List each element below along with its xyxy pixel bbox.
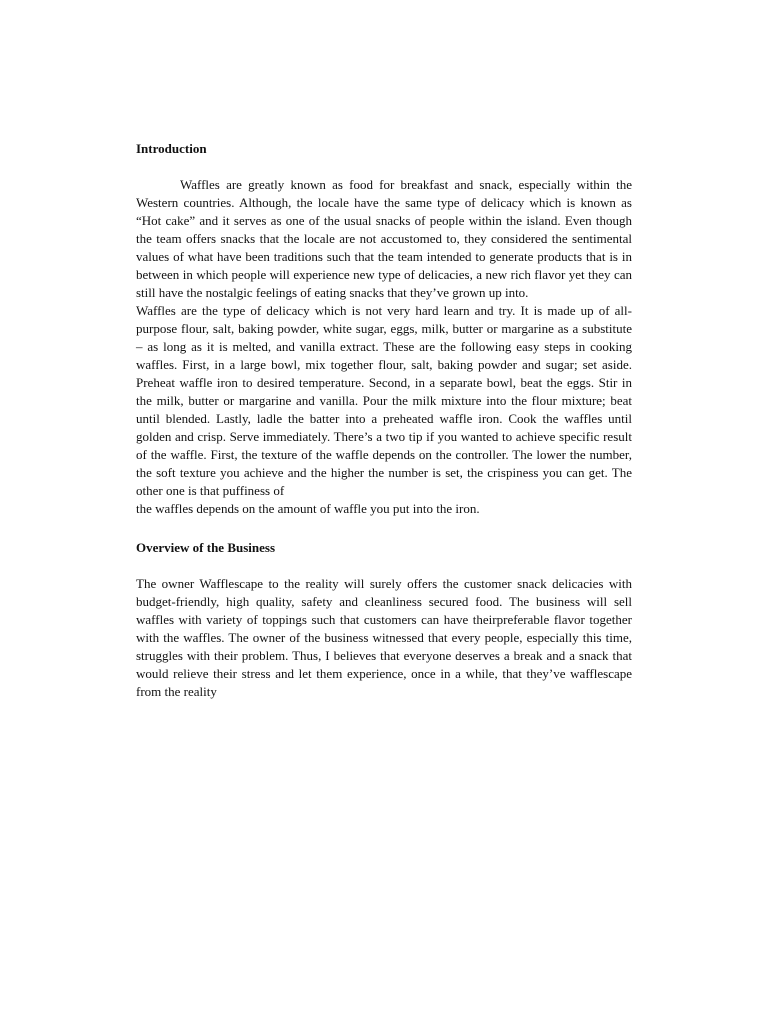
section-heading-introduction: Introduction <box>136 141 207 156</box>
overview-paragraph-1: The owner Wafflescape to the reality will surely offers the customer snack delicacies with budget-friendly, high quality, safety and cleanliness secured food. The business will sell waffles with variety of toppings such that customers can have theirpreferable flavor together with the waffles. The owner of the business witnessed that every people, especially this time, struggles with their problem. Thus, I believes that everyone deserves a break and a snack that would relieve their stress and let them experience, once in a while, that they’ve wafflescape from the reality <box>136 576 632 699</box>
intro-paragraph-1: Waffles are greatly known as food for breakfast and snack, especially within the Western countries. Although, the locale have the same type of delicacy which is known as “Hot cake” and it serves as one of the usual snacks of people within the island. Even though the team offers snacks that the locale are not accustomed to, they considered the sentimental values of what have been traditions such that the team intended to generate products that is in between in which people will experience new type of delicacies, a new rich flavor yet they can still have the nostalgic feelings of eating snacks that they’ve grown up into. <box>136 177 632 300</box>
section-heading-overview: Overview of the Business <box>136 540 276 555</box>
document-body <box>136 140 632 701</box>
intro-paragraph-3: the waffles depends on the amount of waffle you put into the iron. <box>136 501 480 516</box>
intro-paragraph-2: Waffles are the type of delicacy which is not very hard learn and try. It is made up of all-purpose flour, salt, baking powder, white sugar, eggs, milk, butter or margarine as a substitute – as long as it is melted, and vanilla extract. These are the following easy steps in cooking waffles. First, in a large bowl, mix together flour, salt, baking powder and sugar; set aside. Preheat waffle iron to desired temperature. Second, in a separate bowl, beat the eggs. Stir in the milk, butter or margarine and vanilla. Pour the milk mixture into the flour mixture; beat until blended. Lastly, ladle the batter into a preheated waffle iron. Cook the waffles until golden and crisp. Serve immediately. There’s a two tip if you wanted to achieve specific result of the waffle. First, the texture of the waffle depends on the controller. The lower the number, the soft texture you achieve and the higher the number is set, the crispiness you can get. The other one is that puffiness of <box>136 303 632 498</box>
